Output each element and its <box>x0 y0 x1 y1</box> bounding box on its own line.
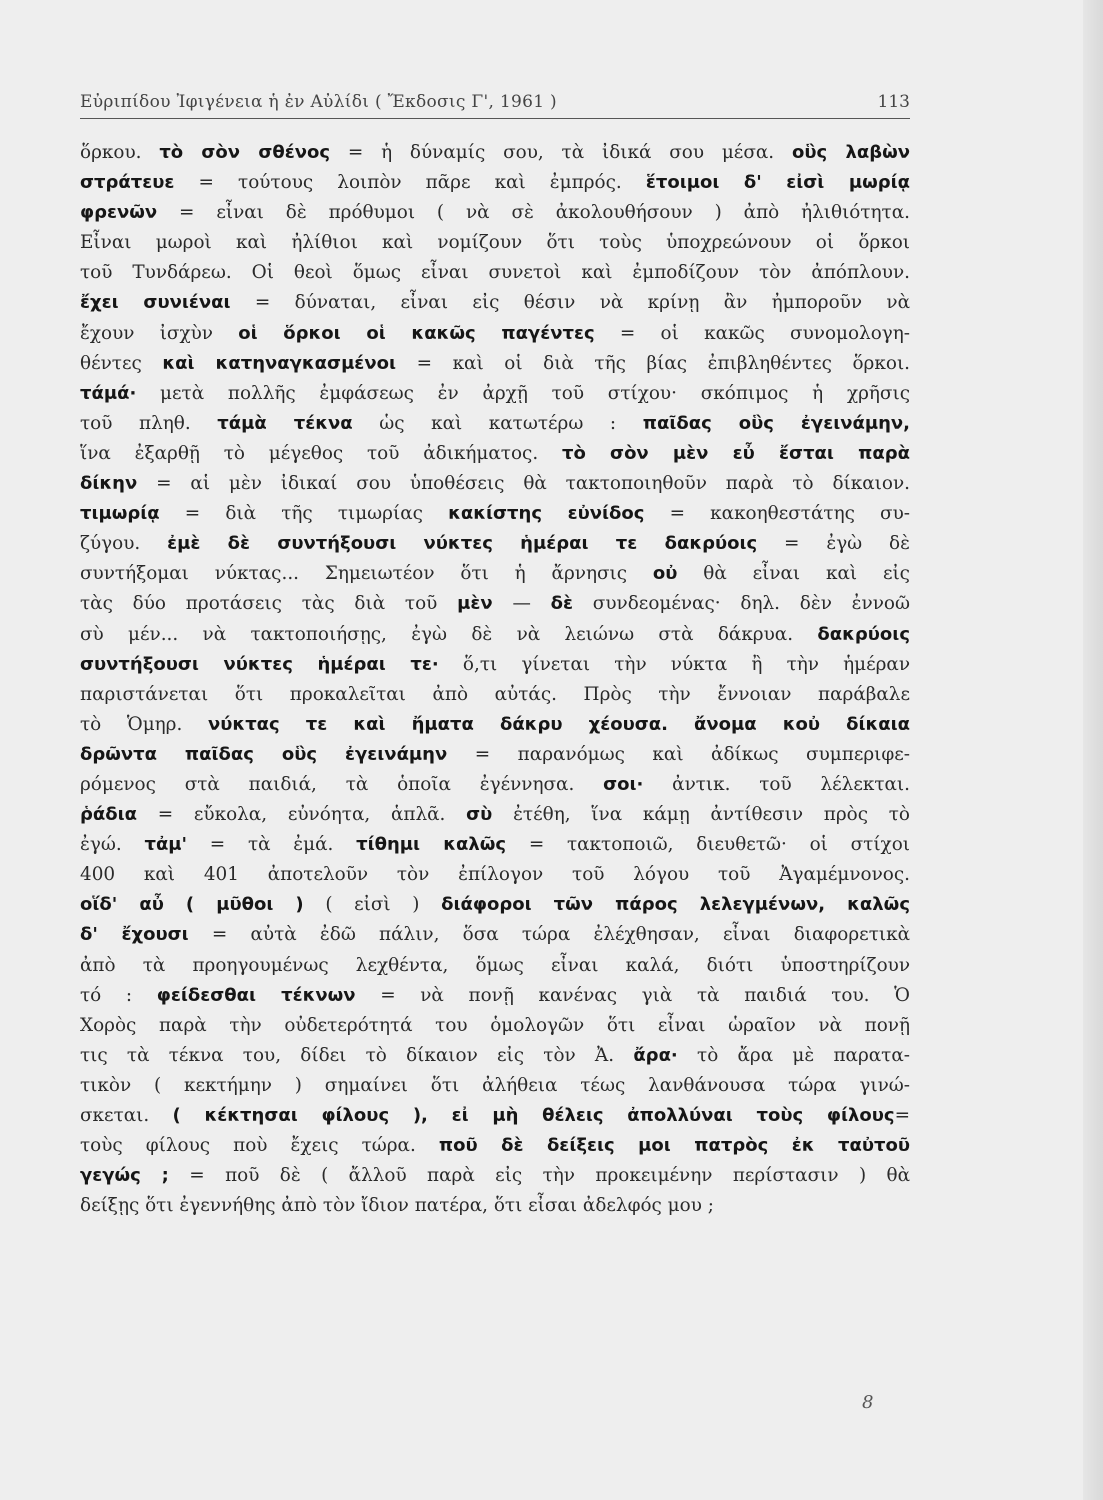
gloss-text: = τὰ ἐμά. <box>187 834 357 856</box>
text-line <box>80 198 910 228</box>
text-line <box>80 379 910 409</box>
lemma: ἄρα· <box>633 1044 678 1066</box>
lemma: δακρύοις <box>817 623 910 645</box>
text-line <box>80 288 910 318</box>
running-title: Εὐριπίδου Ἰφιγένεια ἡ ἐν Αὐλίδι ( Ἔκδοσις Γ', 1961 ) <box>80 92 557 112</box>
page-edge <box>1083 0 1103 1500</box>
lemma: τιμωρίᾳ <box>80 503 160 525</box>
lemma: ἐμὲ δὲ συντήξουσι νύκτες ἡμέραι τε δακρύοις <box>167 533 758 555</box>
text-line <box>80 680 910 710</box>
text-line <box>80 770 910 800</box>
text-line <box>80 710 910 740</box>
lemma: μὲν <box>457 593 493 615</box>
text-line <box>80 228 910 258</box>
lemma: συντήξουσι νύκτες ἡμέραι τε· <box>80 653 439 675</box>
gloss-text: ὡς καὶ κατωτέρω : <box>352 412 643 434</box>
lemma: ἕτοιμοι δ' εἰσὶ μωρίᾳ <box>645 172 910 194</box>
text-line <box>80 589 910 619</box>
lemma: τίθημι καλῶς <box>356 834 507 856</box>
text-line <box>80 1161 910 1191</box>
gloss-text: = αἱ μὲν ἰδικαί σου ὑποθέσεις θὰ τακτοποιηθοῦν παρὰ τὸ δίκαιον. <box>137 473 910 495</box>
gloss-text: τὸ Ὁμηρ. <box>80 713 208 735</box>
gloss-text: σὺ μέν... νὰ τακτοποιήσῃς, ἐγὼ δὲ νὰ λειώνω στὰ δάκρυα. <box>80 623 818 645</box>
text-line <box>80 1131 910 1161</box>
gloss-text: = διὰ τῆς τιμωρίας <box>159 503 449 525</box>
gloss-text: τις τὰ τέκνα του, δίδει τὸ δίκαιον εἰς τὸν Ἀ. <box>80 1044 634 1066</box>
gloss-text: Εἶναι μωροὶ καὶ ἠλίθιοι καὶ νομίζουν ὅτι τοὺς ὑποχρεώνουν οἱ ὅρκοι <box>80 232 910 254</box>
gloss-text: μετὰ πολλῆς ἐμφάσεως ἐν ἀρχῇ τοῦ στίχου· σκόπιμος ἡ χρῆσις <box>136 382 910 404</box>
gloss-text: ρόμενος στὰ παιδιά, τὰ ὁποῖα ἐγέννησα. <box>80 773 604 795</box>
gloss-text: ἀντικ. τοῦ λέλεκται. <box>643 773 910 795</box>
gloss-text: = νὰ πονῇ κανένας γιὰ τὰ παιδιά του. Ὁ <box>355 984 910 1006</box>
lemma: οὓς λαβὼν <box>792 142 910 163</box>
lemma: καὶ κατηναγκασμένοι <box>162 352 396 374</box>
text-line <box>80 981 910 1011</box>
text-line <box>80 469 910 499</box>
gloss-text: = κακοηθεστάτης συ- <box>644 503 910 525</box>
lemma: τὸ σὸν μὲν εὖ ἔσται παρὰ <box>561 442 910 464</box>
gloss-text: ἐτέθη, ἵνα κάμῃ ἀντίθεσιν πρὸς τὸ <box>492 804 910 826</box>
lemma: τἀμ' <box>144 834 188 856</box>
text-line <box>80 951 910 981</box>
gloss-text: ὅ,τι γίνεται τὴν νύκτα ἢ τὴν ἡμέραν <box>438 653 910 675</box>
page-number: 113 <box>877 92 910 112</box>
lemma: παῖδας οὓς ἐγεινάμην, <box>642 412 910 434</box>
gloss-text: τοὺς φίλους ποὺ ἔχεις τώρα. <box>80 1135 439 1157</box>
gloss-text: Χορὸς παρὰ τὴν οὐδετερότητά του ὁμολογῶν ὅτι εἶναι ὡραῖον νὰ πονῇ <box>80 1014 910 1036</box>
lemma: γεγώς ; <box>80 1165 169 1187</box>
text-line <box>80 620 910 650</box>
gloss-text: τὰς δύο προτάσεις τὰς διὰ τοῦ <box>80 593 458 615</box>
gloss-text: = ποῦ δὲ ( ἄλλοῦ παρὰ εἰς τὴν προκειμένην περίστασιν ) θὰ <box>168 1165 910 1187</box>
lemma: τάμά· <box>80 382 137 404</box>
gloss-text: ἀπὸ τὰ προηγουμένως λεχθέντα, ὅμως εἶναι καλά, διότι ὑποστηρίζουν <box>80 954 910 976</box>
lemma: ῥάδια <box>80 804 137 826</box>
lemma: οἱ ὅρκοι οἱ κακῶς παγέντες <box>238 322 595 344</box>
text-line <box>80 1011 910 1041</box>
commentary-text <box>80 138 910 1221</box>
gloss-text: = παρανόμως καὶ ἀδίκως συμπεριφε- <box>447 743 910 765</box>
gloss-text: ζύγου. <box>80 533 168 555</box>
text-line <box>80 740 910 770</box>
text-line <box>80 1101 910 1131</box>
text-line <box>80 168 910 198</box>
gloss-text: τοῦ πληθ. <box>80 412 218 434</box>
lemma: σοι· <box>603 773 644 795</box>
gloss-text: = <box>894 1105 910 1126</box>
lemma: ποῦ δὲ δείξεις μοι πατρὸς ἐκ ταὐτοῦ <box>438 1135 910 1157</box>
lemma: τὸ σὸν σθένος <box>159 142 331 163</box>
text-line <box>80 920 910 950</box>
lemma: ἔχει συνιέναι <box>80 292 231 314</box>
text-line <box>80 258 910 288</box>
gloss-text: σκεται. <box>80 1105 173 1126</box>
lemma: δὲ <box>550 593 574 615</box>
signature-mark: 8 <box>862 1392 874 1413</box>
lemma: φρενῶν <box>80 202 158 224</box>
text-line <box>80 138 910 168</box>
gloss-text: τὸ ἄρα μὲ παρατα- <box>677 1044 910 1066</box>
gloss-text: = εἶναι δὲ πρόθυμοι ( νὰ σὲ ἀκολουθήσουν ) ἀπὸ ἠλιθιότητα. <box>157 202 910 224</box>
text-line <box>80 1041 910 1071</box>
gloss-text: = τακτοποιῶ, διευθετῶ· οἱ στίχοι <box>506 834 910 856</box>
lemma: φείδεσθαι τέκνων <box>156 984 356 1006</box>
gloss-text: ὅρκου. <box>80 142 160 163</box>
gloss-text: δείξῃς ὅτι ἐγεννήθης ἀπὸ τὸν ἴδιον πατέρα, ὅτι εἶσαι ἀδελφός μου ; <box>80 1195 714 1217</box>
text-line <box>80 800 910 830</box>
gloss-text: τικὸν ( κεκτήμην ) σημαίνει ὅτι ἀλήθεια τέως λανθάνουσα τώρα γινώ- <box>80 1074 910 1096</box>
text-line <box>80 890 910 920</box>
gloss-text: = καὶ οἱ διὰ τῆς βίας ἐπιβληθέντες ὅρκοι. <box>395 352 910 374</box>
lemma: στράτευε <box>80 172 175 194</box>
gloss-text: ( εἰσὶ ) <box>303 894 442 916</box>
gloss-text: = ἐγὼ δὲ <box>757 533 910 555</box>
gloss-text: ἔχουν ἰσχὺν <box>80 322 239 344</box>
text-line <box>80 319 910 349</box>
text-line <box>80 349 910 379</box>
text-line <box>80 529 910 559</box>
gloss-text: ἐγώ. <box>80 834 145 856</box>
gloss-text: = τούτους λοιπὸν πᾶρε καὶ ἐμπρός. <box>174 172 646 194</box>
gloss-text: — <box>492 593 551 615</box>
text-line <box>80 559 910 589</box>
running-head <box>80 88 910 119</box>
gloss-text: θέντες <box>80 352 163 374</box>
lemma: δίκην <box>80 473 138 495</box>
gloss-text: ἵνα ἐξαρθῇ τὸ μέγεθος τοῦ ἀδικήματος. <box>80 442 562 464</box>
text-line <box>80 650 910 680</box>
text-line <box>80 1071 910 1101</box>
lemma: σὺ <box>466 804 493 826</box>
lemma: κακίστης εὐνίδος <box>448 503 645 525</box>
lemma: δ' ἔχουσι <box>80 924 189 946</box>
gloss-text: = δύναται, εἶναι εἰς θέσιν νὰ κρίνῃ ἂν ἠμποροῦν νὰ <box>230 292 910 314</box>
gloss-text: = αὐτὰ ἐδῶ πάλιν, ὅσα τώρα ἐλέχθησαν, εἶναι διαφορετικὰ <box>188 924 910 946</box>
gloss-text: συνδεομένας· δηλ. δὲν ἐννοῶ <box>573 593 910 615</box>
text-line <box>80 860 910 890</box>
gloss-text: τό : <box>80 984 157 1006</box>
gloss-text: = εὔκολα, εὐνόητα, ἁπλᾶ. <box>137 804 467 826</box>
text-line <box>80 830 910 860</box>
text-line <box>80 409 910 439</box>
text-line <box>80 499 910 529</box>
gloss-text: θὰ εἶναι καὶ εἰς <box>677 563 910 585</box>
gloss-text: παριστάνεται ὅτι προκαλεῖται ἀπὸ αὐτάς. Πρὸς τὴν ἔννοιαν παράβαλε <box>80 683 910 705</box>
lemma: τάμὰ τέκνα <box>217 412 353 434</box>
gloss-text: συντήξομαι νύκτας... Σημειωτέον ὅτι ἡ ἄρνησις <box>80 563 653 585</box>
text-line <box>80 1191 910 1221</box>
lemma: οὐ <box>652 563 678 585</box>
lemma: διάφοροι τῶν πάρος λελεγμένων, καλῶς <box>441 894 910 916</box>
lemma: νύκτας τε καὶ ἤματα δάκρυ χέουσα. ἄνομα κοὐ δίκαια <box>207 713 910 735</box>
text-line <box>80 439 910 469</box>
gloss-text: = ἡ δύναμίς σου, τὰ ἰδικά σου μέσα. <box>330 142 792 163</box>
gloss-text: τοῦ Τυνδάρεω. Οἱ θεοὶ ὅμως εἶναι συνετοὶ καὶ ἐμποδίζουν τὸν ἀπόπλουν. <box>80 262 910 284</box>
lemma: ( κέκτησαι φίλους ), εἰ μὴ θέλεις ἀπολλύναι τοὺς φίλους <box>172 1105 895 1126</box>
gloss-text: 400 καὶ 401 ἀποτελοῦν τὸν ἐπίλογον τοῦ λόγου τοῦ Ἀγαμέμνονος. <box>80 864 910 886</box>
gloss-text: = οἱ κακῶς συνομολογη- <box>594 322 910 344</box>
lemma: δρῶντα παῖδας οὓς ἐγεινάμην <box>80 743 448 765</box>
lemma: οἵδ' αὖ ( μῦθοι ) <box>80 894 304 916</box>
